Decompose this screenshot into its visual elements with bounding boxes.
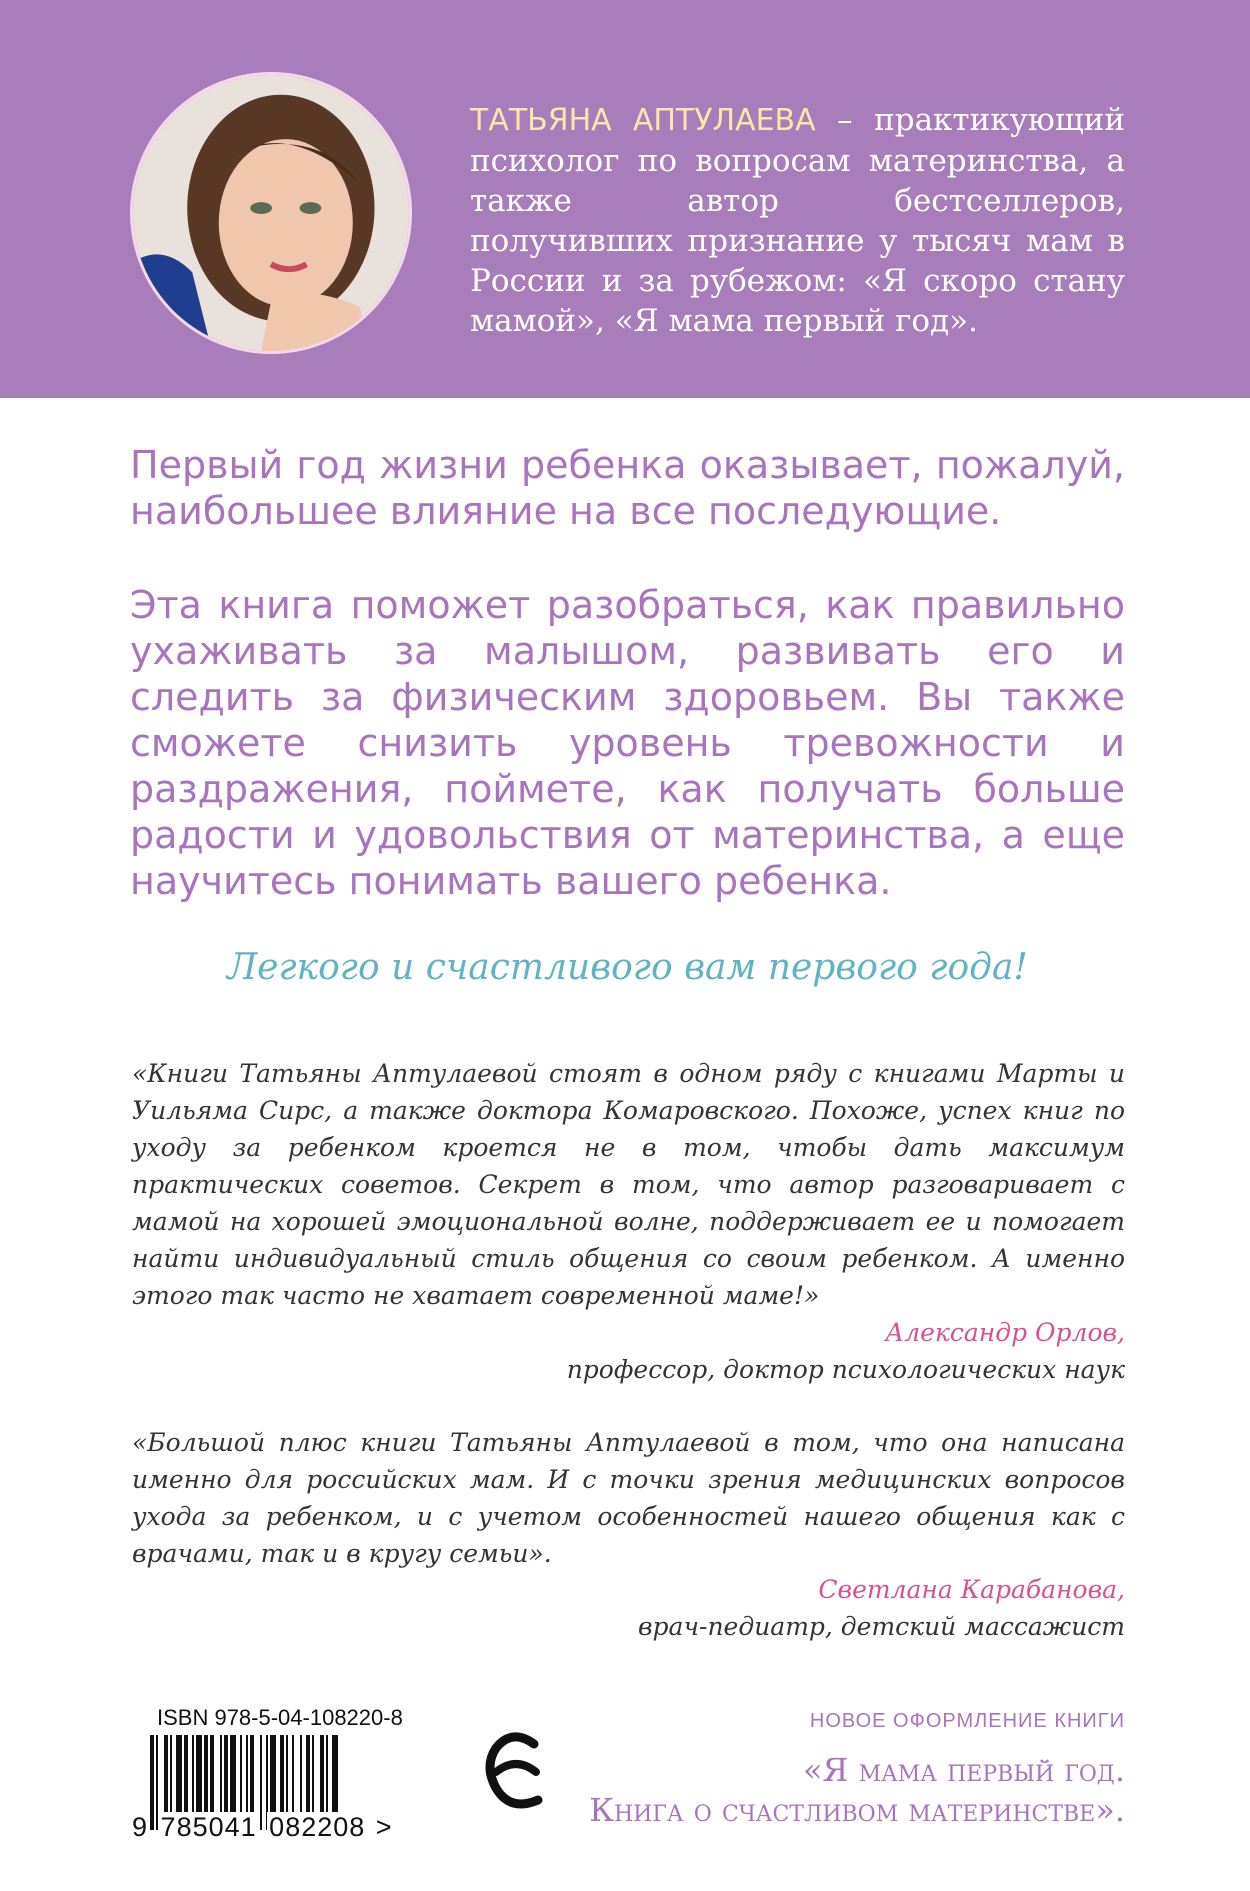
barcode-digits: [130, 1812, 452, 1843]
author-banner: [0, 0, 1250, 398]
author-name: ТАТЬЯНА АПТУЛАЕВА: [470, 103, 816, 138]
isbn-label: ISBN 978-5-04-108220-8: [157, 1705, 403, 1730]
review-quote-1: «Книги Татьяны Аптулаевой стоят в одном ряду с книгами Марты и Уильяма Сирс, а также доктора Комаровского. Похоже, успех книг по уходу за ребенком кроется не в том, чтобы дать максимум практических советов. Секрет в том, что автор разговаривает с мамой на хорошей эмоциональной волне, поддерживает ее и помогает найти индивидуальный стиль общения со своим ребенком. А именно этого так часто не хватает современной маме!»: [132, 1059, 1125, 1310]
review-author-title-2: врач-педиатр, детский массажист: [638, 1612, 1125, 1641]
intro-paragraph-1: Первый год жизни ребенка оказывает, пожалуй, наибольшее влияние на все последующие.: [130, 443, 1125, 533]
review-author-2: Светлана Карабанова,: [818, 1575, 1125, 1604]
intro-paragraph-2: Эта книга поможет разобраться, как правильно ухаживать за малышом, развивать его и следить за физическим здоровьем. Вы также сможете снизить уровень тревожности и раздражения, поймете, как получать больше радости и удовольствия от материнства, а еще научитесь понимать вашего ребенка.: [130, 583, 1125, 903]
barcode-digit-first: 9: [132, 1812, 149, 1842]
review-quote-2: «Большой плюс книги Татьяны Аптулаевой в том, что она написана именно для российских мам. И с точки зрения медицинских вопросов ухода за ребенком, и с учетом особенностей нашего общения как с врачами, так и в кругу семьи».: [132, 1428, 1125, 1568]
series-title-line-2: Книга о счастливом материнстве».: [589, 1791, 1125, 1829]
barcode-digits-left: 785041: [160, 1812, 257, 1842]
author-photo: [130, 72, 412, 354]
series-label: НОВОЕ ОФОРМЛЕНИЕ КНИГИ: [809, 1710, 1125, 1732]
author-bio: [470, 100, 1125, 341]
review-author-title-1: профессор, доктор психологических наук: [566, 1355, 1125, 1384]
author-bio-text: – практикующий психолог по вопросам материнства, а также автор бестселлеров, получивших признание у тысяч мам в России и за рубежом: «Я скоро стану мамой», «Я мама первый год».: [470, 102, 1125, 339]
review-author-1: Александр Орлов,: [885, 1318, 1125, 1347]
series-title-line-1: «Я мама первый год.: [802, 1751, 1125, 1789]
barcode-arrow: >: [375, 1812, 393, 1842]
wish-line: Легкого и счастливого вам первого года!: [227, 947, 1028, 988]
barcode-digits-right: 082208: [269, 1812, 366, 1842]
